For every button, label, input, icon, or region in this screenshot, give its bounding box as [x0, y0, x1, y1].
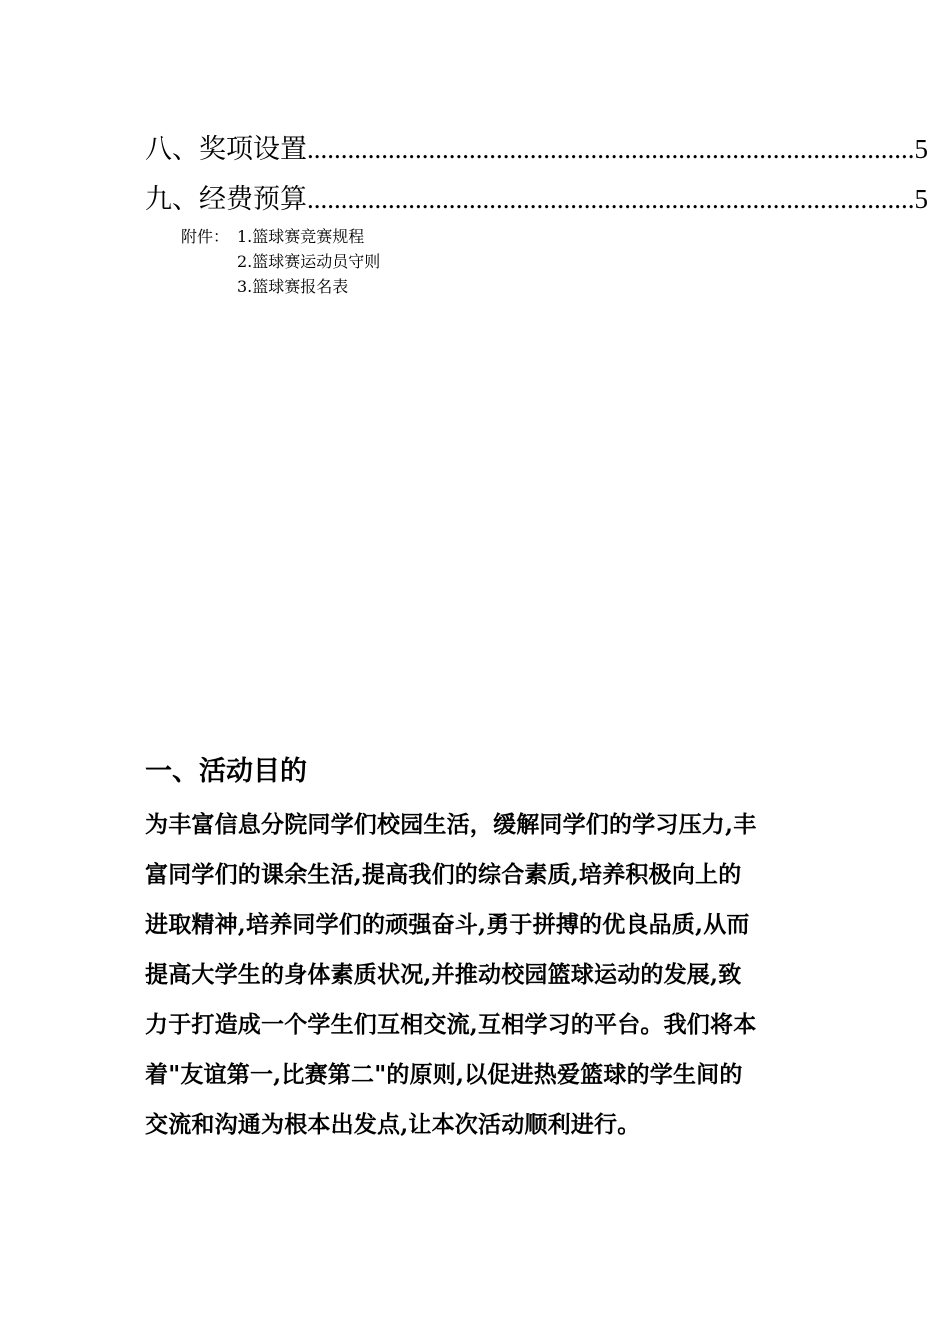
toc-entry-budget[interactable]: [145, 182, 928, 217]
body-line: 着"友谊第一,比赛第二"的原则,以促进热爱篮球的学生间的: [145, 1061, 743, 1088]
toc-dot-leader: ..........................................................................................: [307, 134, 915, 164]
toc-page-number: 5: [914, 184, 928, 214]
toc-entry-label: 八、奖项设置: [145, 134, 307, 165]
section-body: [145, 800, 807, 1150]
attachment-item: 1.篮球赛竞赛规程: [237, 227, 365, 246]
attachment-prefix: 附件：: [181, 227, 230, 246]
toc-dot-leader: ..........................................................................................: [307, 184, 915, 214]
attachment-item: 3.篮球赛报名表: [237, 277, 349, 296]
body-line: 力于打造成一个学生们互相交流,互相学习的平台。我们将本: [145, 1011, 757, 1038]
body-line: 提高大学生的身体素质状况,并推动校园篮球运动的发展,致: [145, 961, 742, 988]
section-heading: 一、活动目的: [145, 756, 307, 787]
body-line: 交流和沟通为根本出发点,让本次活动顺利进行。: [145, 1111, 641, 1138]
toc-entry-label: 九、经费预算: [145, 184, 307, 215]
body-line: 为丰富信息分院同学们校园生活，缓解同学们的学习压力,丰: [145, 811, 757, 838]
body-line: 进取精神,培养同学们的顽强奋斗,勇于拼搏的优良品质,从而: [145, 911, 750, 938]
body-line: 富同学们的课余生活,提高我们的综合素质,培养积极向上的: [145, 861, 742, 888]
attachment-item: 2.篮球赛运动员守则: [237, 252, 381, 271]
toc-entry-awards[interactable]: [145, 132, 928, 167]
toc-page-number: 5: [914, 134, 928, 164]
